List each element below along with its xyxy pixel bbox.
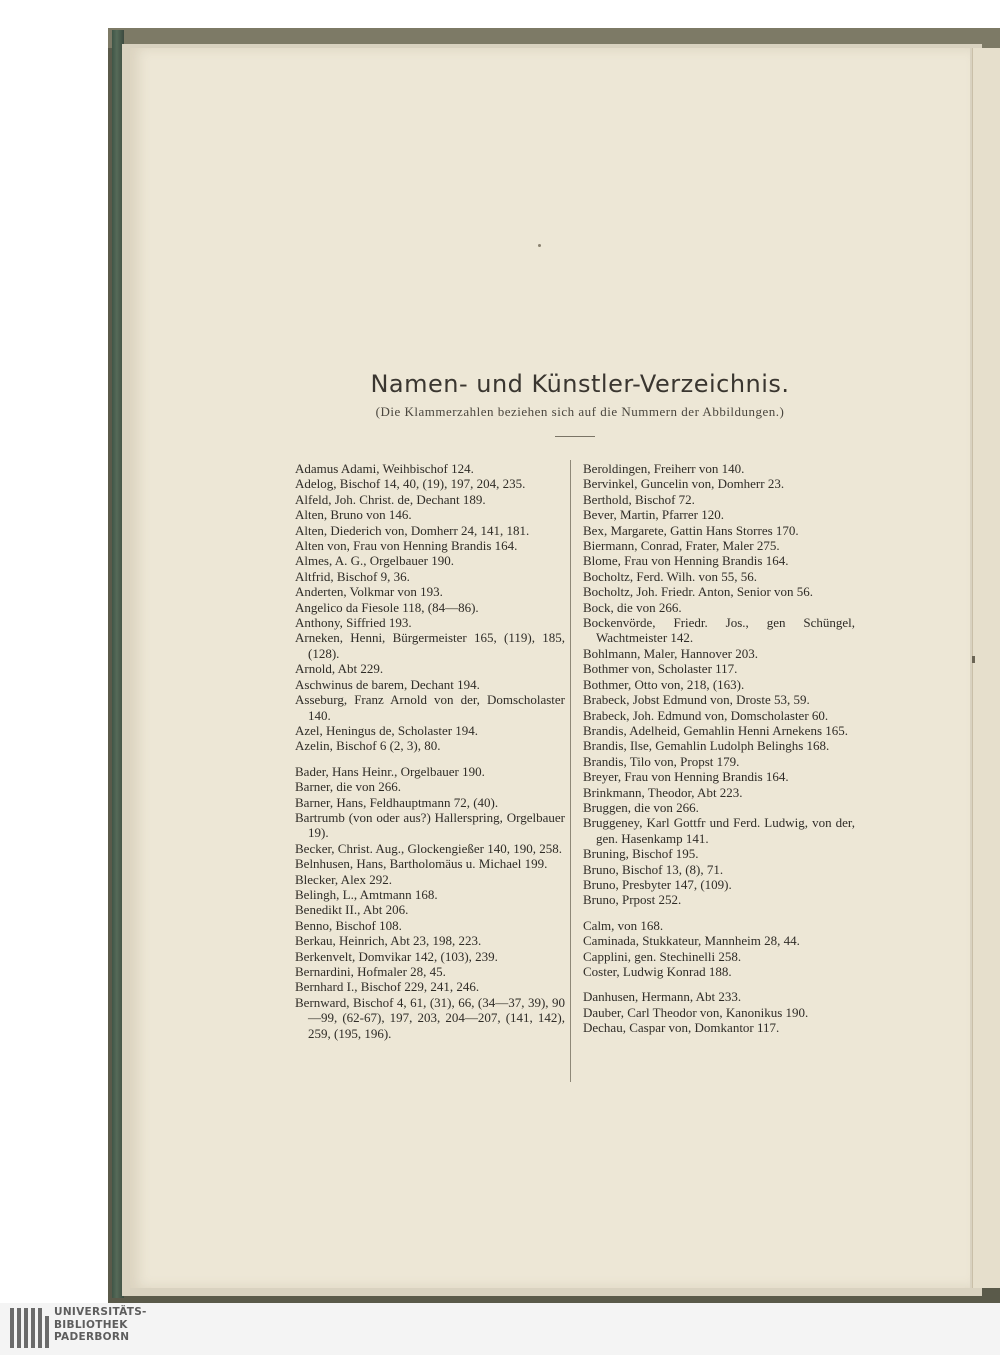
entry-group-a: [295, 461, 565, 754]
index-entry: Brandis, Ilse, Gemahlin Ludolph Belinghs 168.: [583, 738, 830, 754]
index-entry: Brabeck, Joh. Edmund von, Domscholaster 60.: [583, 707, 829, 723]
index-entry: Berthold, Bischof 72.: [583, 491, 695, 507]
index-entry: Bernward, Bischof 4, 61, (31), 66, (34—37, 39), 90—99, (62-67), 197, 203, 204—207, (141, 142), 259, (195, 196).: [295, 994, 565, 1041]
index-entry: Bruning, Bischof 195.: [583, 846, 699, 862]
index-entry: Asseburg, Franz Arnold von der, Domscholaster 140.: [295, 692, 565, 723]
index-entry: Bever, Martin, Pfarrer 120.: [583, 507, 724, 523]
index-entry: Bockenvörde, Friedr. Jos., gen Schüngel, Wachtmeister 142.: [583, 615, 855, 646]
next-page-edge: [972, 48, 1000, 1288]
index-entry: Bex, Margarete, Gattin Hans Storres 170.: [583, 522, 799, 538]
index-entry: Alten von, Frau von Henning Brandis 164.: [295, 538, 518, 554]
library-footer: [0, 1303, 1000, 1355]
index-entry: Benedikt II., Abt 206.: [295, 902, 409, 918]
index-entry: Biermann, Conrad, Frater, Maler 275.: [583, 538, 780, 554]
index-entry: Coster, Ludwig Konrad 188.: [583, 964, 732, 979]
index-entry: Almes, A. G., Orgelbauer 190.: [295, 553, 454, 569]
index-entry: Adamus Adami, Weihbischof 124.: [295, 461, 474, 476]
index-entry: Bader, Hans Heinr., Orgelbauer 190.: [295, 763, 485, 779]
index-entry: Breyer, Frau von Henning Brandis 164.: [583, 769, 789, 785]
index-entry: Bothmer von, Scholaster 117.: [583, 661, 738, 677]
index-entry: Blecker, Alex 292.: [295, 871, 392, 887]
index-entry: Angelico da Fiesole 118, (84—86).: [295, 599, 479, 615]
index-entry: Danhusen, Hermann, Abt 233.: [583, 989, 742, 1005]
index-entry: Bruno, Bischof 13, (8), 71.: [583, 861, 724, 877]
index-entry: Anderten, Volkmar von 193.: [295, 584, 443, 600]
index-entry: Arneken, Henni, Bürgermeister 165, (119), 185, (128).: [295, 630, 565, 661]
index-entry: Bocholtz, Ferd. Wilh. von 55, 56.: [583, 568, 758, 584]
index-entry: Becker, Christ. Aug., Glockengießer 140, 190, 258.: [295, 840, 563, 856]
index-entry: Brandis, Tilo von, Propst 179.: [583, 753, 740, 769]
index-entry: Bohlmann, Maler, Hannover 203.: [583, 645, 758, 661]
index-entry: Aschwinus de barem, Dechant 194.: [295, 676, 480, 692]
index-entry: Beroldingen, Freiherr von 140.: [583, 461, 745, 476]
logo-line-3: PADERBORN: [54, 1331, 130, 1343]
index-entry: Bervinkel, Guncelin von, Domherr 23.: [583, 476, 785, 492]
index-entry: Bothmer, Otto von, 218, (163).: [583, 676, 745, 692]
index-entry: Benno, Bischof 108.: [295, 917, 402, 933]
paper-speck: [538, 244, 541, 247]
group-gap: [583, 908, 855, 918]
group-gap: [583, 979, 855, 989]
index-entry: Calm, von 168.: [583, 917, 664, 933]
index-entry: Berkau, Heinrich, Abt 23, 198, 223.: [295, 933, 482, 949]
index-entry: Dechau, Caspar von, Domkantor 117.: [583, 1020, 780, 1036]
entry-group-c: [583, 918, 855, 980]
index-entry: Alten, Bruno von 146.: [295, 507, 412, 523]
page-title: Namen- und Künstler-Verzeichnis.: [370, 370, 790, 398]
index-entry: Adelog, Bischof 14, 40, (19), 197, 204, 235.: [295, 476, 526, 492]
margin-mark: [972, 656, 975, 663]
index-entry: Bruno, Presbyter 147, (109).: [583, 876, 732, 892]
index-entry: Belingh, L., Amtmann 168.: [295, 886, 438, 902]
library-logo-text: [54, 1306, 147, 1344]
index-entry: Blome, Frau von Henning Brandis 164.: [583, 553, 789, 569]
index-entry: Barner, Hans, Feldhauptmann 72, (40).: [295, 794, 499, 810]
index-entry: Dauber, Carl Theodor von, Kanonikus 190.: [583, 1004, 809, 1020]
index-entry: Bruggen, die von 266.: [583, 799, 699, 815]
index-entry: Anthony, Siffried 193.: [295, 615, 412, 631]
index-entry: Bartrumb (von oder aus?) Hallerspring, Orgelbauer 19).: [295, 809, 565, 841]
column-divider: [570, 460, 571, 1082]
entry-group-b-cont: [583, 461, 855, 908]
index-entry: Altfrid, Bischof 9, 36.: [295, 568, 410, 584]
index-entry: Azel, Heningus de, Scholaster 194.: [295, 722, 479, 738]
index-entry: Alten, Diederich von, Domherr 24, 141, 181.: [295, 522, 530, 538]
index-entry: Brabeck, Jobst Edmund von, Droste 53, 59.: [583, 692, 810, 708]
index-entry: Brinkmann, Theodor, Abt 223.: [583, 784, 743, 800]
index-entry: Bocholtz, Joh. Friedr. Anton, Senior von 56.: [583, 584, 814, 600]
logo-line-2: BIBLIOTHEK: [54, 1318, 128, 1331]
index-column-right: [583, 461, 855, 1036]
index-entry: Berkenvelt, Domvikar 142, (103), 239.: [295, 948, 498, 964]
logo-line-1: UNIVERSITÄTS-: [54, 1306, 147, 1318]
entry-group-b: [295, 764, 565, 1041]
index-entry: Caminada, Stukkateur, Mannheim 28, 44.: [583, 933, 800, 949]
entry-group-d: [583, 989, 855, 1035]
index-entry: Barner, die von 266.: [295, 779, 401, 795]
page-subtitle: (Die Klammerzahlen beziehen sich auf die Nummern der Abbildungen.): [375, 404, 785, 419]
index-entry: Brandis, Adelheid, Gemahlin Henni Arnekens 165.: [583, 722, 849, 738]
index-entry: Capplini, gen. Stechinelli 258.: [583, 948, 742, 964]
index-entry: Alfeld, Joh. Christ. de, Dechant 189.: [295, 491, 486, 507]
index-entry: Bruno, Prpost 252.: [583, 892, 682, 908]
index-entry: Bruggeney, Karl Gottfr und Ferd. Ludwig, von der, gen. Hasenkamp 141.: [583, 815, 855, 846]
index-entry: Belnhusen, Hans, Bartholomäus u. Michael 199.: [295, 856, 548, 872]
index-entry: Bernardini, Hofmaler 28, 45.: [295, 964, 446, 979]
title-rule: [555, 436, 595, 437]
index-entry: Arnold, Abt 229.: [295, 661, 384, 677]
index-entry: Bock, die von 266.: [583, 599, 682, 615]
index-column-left: [295, 461, 565, 1041]
index-entry: Azelin, Bischof 6 (2, 3), 80.: [295, 738, 441, 754]
index-entry: Bernhard I., Bischof 229, 241, 246.: [295, 979, 480, 995]
group-gap: [295, 754, 565, 764]
